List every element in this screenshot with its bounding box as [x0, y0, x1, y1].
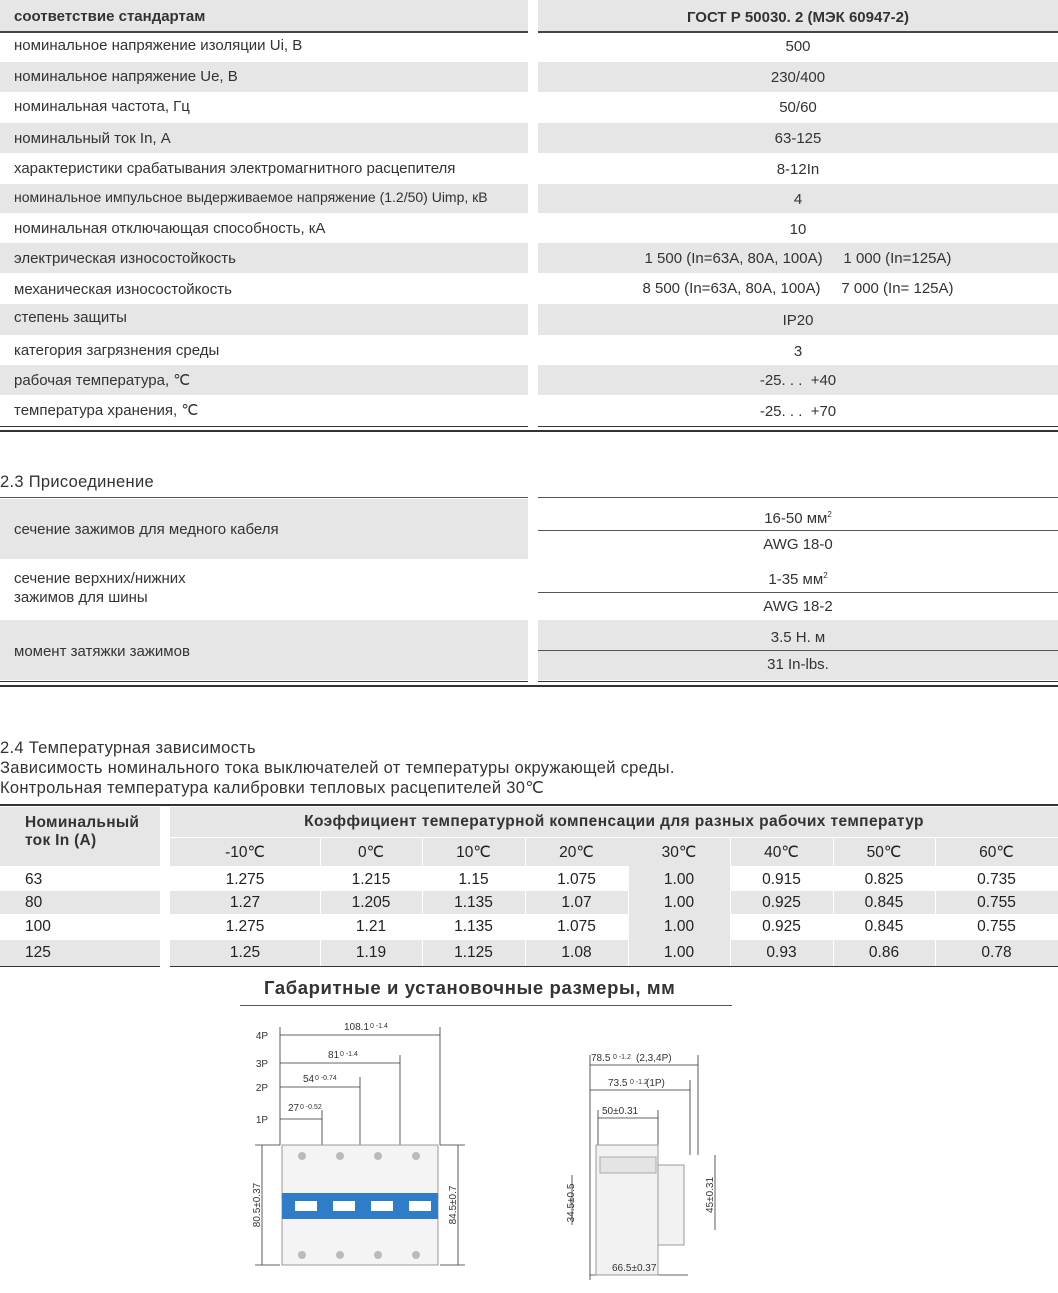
divider: [538, 681, 1058, 682]
coef-cell: 1.08: [561, 944, 592, 961]
spec-value: 63-125: [774, 130, 822, 147]
coef-cell: 1.00: [663, 893, 695, 911]
pole-label-2p: 2P: [255, 1083, 269, 1094]
coef-cell: 0.78: [981, 944, 1012, 961]
divider: [538, 426, 1058, 427]
coef-cell: 1.27: [229, 893, 261, 911]
spec-label: степень защиты: [14, 309, 127, 326]
temp-header: 40℃: [764, 844, 799, 861]
spec-value: 1 500 (In=63A, 80A, 100A) 1 000 (In=125A): [644, 250, 952, 267]
dim-108: 108.1: [344, 1022, 370, 1033]
row-stripe: [0, 891, 160, 914]
copper-label: сечение зажимов для медного кабеля: [14, 521, 279, 538]
coef-cell: 1.15: [458, 870, 489, 888]
divider: [0, 804, 1058, 806]
breaker-4p: [282, 1145, 438, 1265]
dim-27-tol: 0 -0.52: [300, 1104, 322, 1111]
spec-label: температура хранения, ℃: [14, 402, 199, 419]
dimension-drawing-side: [560, 1045, 730, 1285]
coef-cell: 1.00: [663, 918, 695, 935]
divider: [0, 685, 1058, 687]
torque-label: момент затяжки зажимов: [14, 643, 190, 660]
dim-81-tol: 0 -1.4: [340, 1051, 358, 1058]
spec-value: IP20: [782, 312, 814, 329]
temp-header: -10℃: [225, 844, 265, 861]
pole-label-3p: 3P: [255, 1059, 269, 1070]
dim-78: 78.5: [591, 1053, 611, 1064]
spec-value: 8 500 (In=63A, 80A, 100A) 7 000 (In= 125A): [642, 280, 954, 297]
spec-label: категория загрязнения среды: [14, 342, 220, 359]
temp-header: 50℃: [866, 844, 902, 861]
temp-header: 60℃: [979, 844, 1014, 861]
spec-label: механическая износостойкость: [14, 281, 232, 298]
coef-cell: 1.21: [355, 918, 387, 935]
torque-value-inlbs: 31 In-lbs.: [767, 656, 829, 673]
coef-cell: 0.825: [864, 870, 904, 888]
divider: [0, 426, 528, 427]
coef-header: Коэффициент температурной компенсации для разных рабочих температур: [304, 813, 924, 830]
spec-label: номинальное напряжение Ue, В: [14, 68, 238, 85]
dim-108-tol: 0 -1.4: [370, 1023, 388, 1030]
coef-cell: 1.00: [663, 870, 695, 888]
dimensions-title: Габаритные и установочные размеры, мм: [264, 977, 676, 998]
dim-50: 50±0.31: [602, 1106, 639, 1117]
coef-cell: 1.075: [557, 918, 596, 935]
coef-cell: 0.93: [766, 944, 797, 961]
coef-cell: 0.755: [977, 893, 1016, 911]
breaker-side: [596, 1145, 684, 1275]
coef-cell: 0.845: [864, 893, 904, 911]
torque-value-nm: 3.5 Н. м: [770, 629, 826, 646]
coef-cell: 1.275: [225, 918, 265, 935]
dim-34: 34.5±0.5: [566, 1183, 577, 1223]
coef-cell: 1.205: [351, 893, 391, 911]
dimension-drawing-front: [240, 1015, 470, 1275]
divider: [538, 650, 1058, 651]
spec-value: 4: [793, 191, 803, 208]
temp-header: 20℃: [559, 844, 594, 861]
specs-header-left: соответствие стандартам: [14, 8, 206, 25]
dim-27: 27: [288, 1103, 300, 1114]
divider: [0, 966, 160, 967]
dim-73: 73.5: [608, 1078, 628, 1089]
rated-current: 80: [25, 893, 43, 911]
coef-cell: 1.19: [355, 944, 387, 961]
dim-81: 81: [328, 1050, 340, 1061]
divider: [0, 430, 1058, 432]
pole-label-4p: 4P: [255, 1031, 269, 1042]
dim-66: 66.5±0.37: [612, 1263, 657, 1274]
spec-value: 230/400: [770, 69, 826, 86]
dim-height-left: 80.5±0.37: [252, 1182, 263, 1228]
temp-header: 0℃: [357, 844, 385, 861]
spec-value: 50/60: [779, 99, 817, 116]
temp-header: 30℃: [661, 844, 697, 861]
specs-header-right: ГОСТ Р 50030. 2 (МЭК 60947-2): [686, 9, 910, 26]
coef-cell: 0.86: [868, 944, 900, 961]
spec-label: рабочая температура, ℃: [14, 372, 191, 389]
coef-cell: 1.25: [229, 944, 261, 961]
current-header-line1: Номинальный: [25, 814, 140, 831]
dim-54-tol: 0 -0.74: [315, 1075, 337, 1082]
coef-cell: 1.275: [225, 870, 265, 888]
rated-current: 100: [25, 918, 51, 935]
spec-value: 500: [785, 38, 811, 55]
bus-label-line1: сечение верхних/нижних: [14, 570, 186, 587]
spec-value: -25. . . +40: [759, 372, 837, 389]
dim-78-note: (2,3,4P): [636, 1053, 672, 1064]
temperature-line1: Зависимость номинального тока выключателей от температуры окружающей среды.: [0, 759, 675, 777]
current-header-line2: ток In (А): [25, 832, 97, 849]
divider: [538, 530, 1058, 531]
coef-cell: 1.07: [561, 893, 592, 911]
divider: [240, 1005, 732, 1006]
temperature-line2: Контрольная температура калибровки тепловых расцепителей 30℃: [0, 779, 545, 797]
copper-value-mm: 16-50 $мм^2$: [764, 510, 832, 527]
spec-value: 3: [793, 343, 803, 360]
row-stripe: [0, 940, 160, 966]
dim-73-tol: 0 -1.2: [630, 1079, 648, 1086]
dim-78-tol: 0 -1.2: [613, 1054, 631, 1061]
spec-label: электрическая износостойкость: [14, 250, 236, 267]
coef-cell: 0.925: [762, 893, 801, 911]
spec-label: номинальное импульсное выдерживаемое напряжение (1.2/50) Uimp, кВ: [14, 189, 488, 205]
bus-value-awg: AWG 18-2: [763, 598, 833, 615]
coef-cell: 0.735: [977, 870, 1016, 888]
bus-value-mm: 1-35 $мм^2$: [768, 571, 828, 588]
pole-label-1p: 1P: [255, 1115, 269, 1126]
coef-cell: 1.00: [663, 944, 695, 961]
divider: [0, 497, 528, 498]
coef-cell: 1.125: [454, 944, 493, 961]
spec-label: номинальная частота, Гц: [14, 98, 190, 115]
copper-value-awg: AWG 18-0: [763, 536, 833, 553]
spec-value: -25. . . +70: [759, 403, 837, 420]
coef-cell: 0.925: [762, 918, 801, 935]
spec-label: номинальная отключающая способность, кА: [14, 220, 326, 237]
coef-cell: 0.915: [762, 870, 801, 888]
bus-label-line2: зажимов для шины: [14, 589, 148, 606]
connection-heading: 2.3 Присоединение: [0, 473, 154, 491]
divider: [0, 31, 528, 33]
dim-73-note: (1P): [646, 1078, 665, 1089]
spec-value: 10: [789, 221, 807, 238]
divider: [538, 592, 1058, 593]
coef-cell: 1.215: [351, 870, 391, 888]
spec-label: характеристики срабатывания электромагнитного расцепителя: [14, 160, 456, 177]
dim-45: 45±0.31: [705, 1176, 716, 1214]
divider: [170, 966, 1058, 967]
coef-cell: 1.135: [454, 893, 493, 911]
temp-header: 10℃: [456, 844, 491, 861]
rated-current: 63: [25, 870, 43, 888]
dim-height-right: 84.5±0.7: [448, 1185, 459, 1225]
coef-cell: 0.845: [864, 918, 904, 935]
coef-cell: 0.755: [977, 918, 1016, 935]
coef-cell: 1.135: [454, 918, 493, 935]
spec-label: номинальное напряжение изоляции Ui, В: [14, 37, 303, 54]
divider: [538, 31, 1058, 33]
divider: [0, 681, 528, 682]
divider: [538, 497, 1058, 498]
dim-54: 54: [303, 1074, 315, 1085]
coef-cell: 1.075: [557, 870, 596, 888]
temperature-heading: 2.4 Температурная зависимость: [0, 739, 256, 757]
spec-value: 8-12In: [776, 161, 820, 178]
spec-label: номинальный ток In, А: [14, 130, 171, 147]
rated-current: 125: [25, 944, 51, 961]
